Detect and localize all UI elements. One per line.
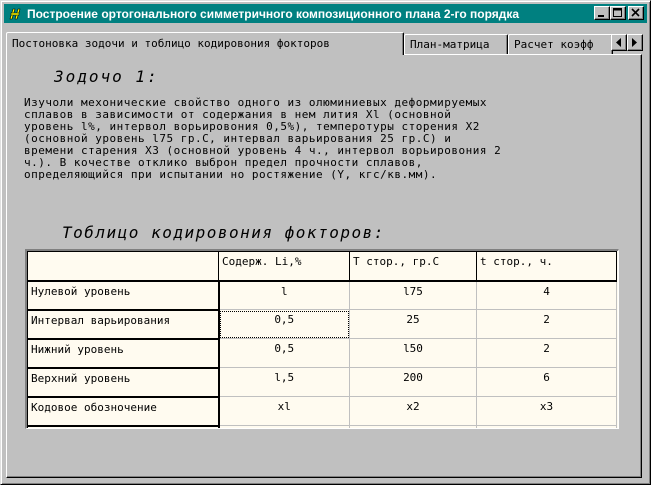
grid-cell[interactable]: l: [219, 281, 350, 310]
table-row: [28, 397, 617, 426]
tab-label: Постоновка зодочи и тоблицо кодировония фокторов: [12, 37, 330, 50]
app-icon[interactable]: [7, 6, 23, 22]
grid-cell[interactable]: 200: [350, 368, 477, 397]
grid-cell[interactable]: [219, 426, 350, 430]
grid-cell[interactable]: 25: [350, 310, 477, 339]
grid-cell[interactable]: l75: [350, 281, 477, 310]
task-heading: Зодочо 1:: [54, 67, 159, 86]
grid-cell[interactable]: 6: [477, 368, 617, 397]
close-icon: [631, 8, 641, 18]
maximize-button[interactable]: [610, 6, 626, 20]
tab-label: Расчет коэфф: [514, 38, 594, 51]
grid-cell[interactable]: x2: [350, 397, 477, 426]
table-row: [28, 281, 617, 310]
minimize-icon: [597, 8, 607, 18]
close-button[interactable]: [628, 6, 644, 20]
column-header-lithium[interactable]: Содерж. Li,%: [219, 252, 350, 281]
arrow-right-icon: [632, 38, 638, 47]
tab-panel: [6, 54, 642, 478]
grid-cell[interactable]: xl: [219, 397, 350, 426]
tab-coefficients[interactable]: [508, 34, 613, 54]
tab-scroll-right-button[interactable]: [627, 34, 643, 51]
table-row: [28, 368, 617, 397]
maximize-icon: [613, 8, 623, 18]
grid-cell[interactable]: [477, 426, 617, 430]
grid-cell[interactable]: 2: [477, 339, 617, 368]
grid-corner-cell: [28, 252, 219, 281]
tab-scroll-left-button[interactable]: [611, 34, 627, 51]
tab-plan-matrix[interactable]: [404, 34, 508, 54]
grid-cell[interactable]: l,5: [219, 368, 350, 397]
grid-cell[interactable]: l50: [350, 339, 477, 368]
row-header: [28, 426, 219, 430]
table-row: [28, 339, 617, 368]
table-row-empty: [28, 426, 617, 430]
factor-coding-grid[interactable]: [25, 249, 619, 429]
row-header: Нижний уровень: [28, 339, 219, 368]
window-title: Построение ортогонального симметричного композиционного плана 2-го порядка: [27, 6, 520, 21]
grid-cell[interactable]: x3: [477, 397, 617, 426]
row-header: Интервал варьирования: [28, 310, 219, 339]
task-description: Изучоли мехонические свойство одного из олюминиевых деформируемых сплавов в зависимости от содержания в нем лития Xl (основной уровень l%, интервол ворьировония 0,5%), темперотуры сторения X2 (основной уровень l75 гр.С, интервал варьирования 25 гр.С) и времени старения X3 (основной уровень 4 ч., интервол ворьировония 2 ч.). В кочестве отклико выброн предел прочности сплавов, определяющийся при испытании но ростяжение (Y, кгс/кв.мм).: [24, 96, 502, 181]
arrow-left-icon: [616, 38, 622, 47]
tab-task-and-coding[interactable]: [6, 32, 404, 55]
grid-cell-selected[interactable]: 0,5: [219, 310, 350, 339]
grid-cell[interactable]: 4: [477, 281, 617, 310]
row-header: Верхний уровень: [28, 368, 219, 397]
minimize-button[interactable]: [594, 6, 610, 20]
row-header: Нулевой уровень: [28, 281, 219, 310]
tab-strip: [6, 32, 647, 54]
row-header: Кодовое обозночение: [28, 397, 219, 426]
grid-cell[interactable]: 2: [477, 310, 617, 339]
table-row: [28, 310, 617, 339]
column-header-temperature[interactable]: T стор., гр.С: [350, 252, 477, 281]
grid-cell[interactable]: 0,5: [219, 339, 350, 368]
grid-cell[interactable]: [350, 426, 477, 430]
tab-label: План-матрица: [410, 38, 490, 51]
column-header-time[interactable]: t стор., ч.: [477, 252, 617, 281]
table-heading: Тоблицо кодировония фокторов:: [62, 223, 385, 242]
grid-header-row: [28, 252, 617, 281]
title-bar[interactable]: [4, 4, 647, 23]
